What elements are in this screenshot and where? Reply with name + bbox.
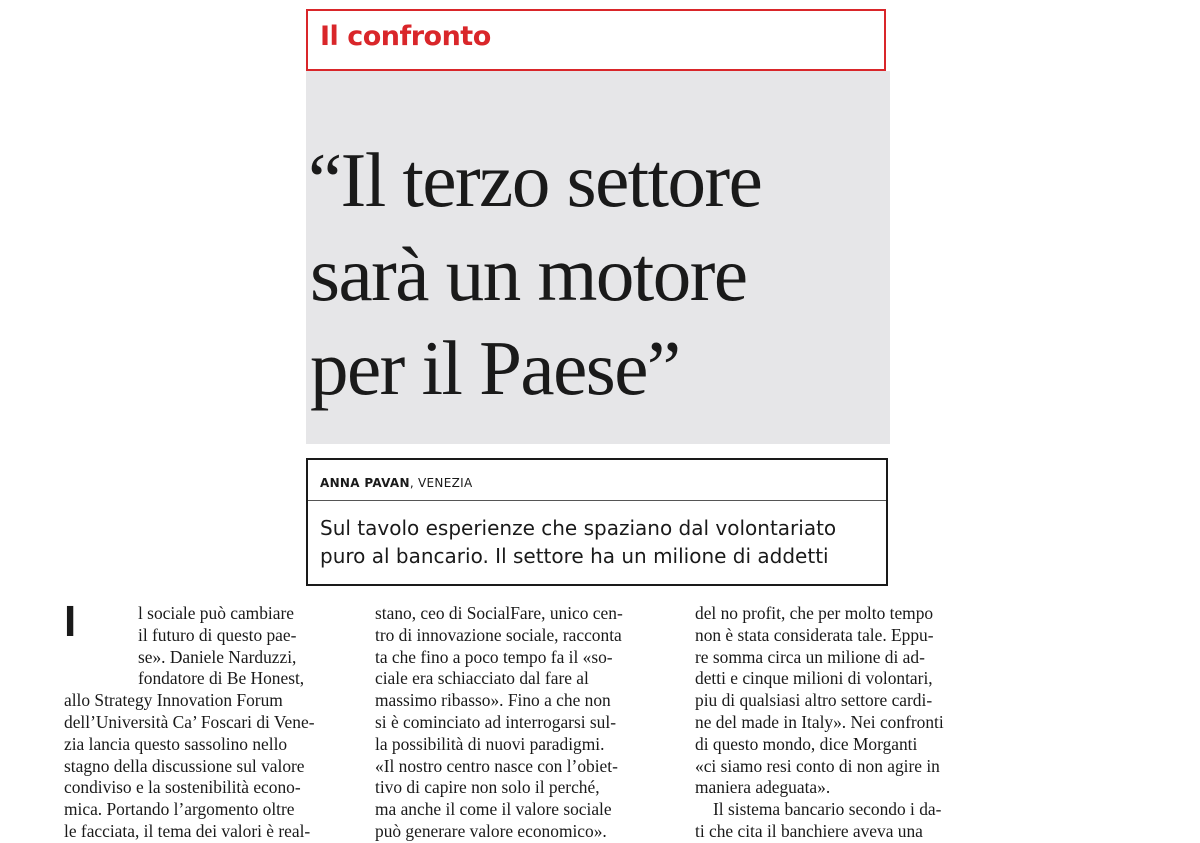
body-line: ma anche il come il valore sociale — [375, 799, 612, 820]
subheadline-line-2: puro al bancario. Il settore ha un milione di addetti — [320, 544, 829, 568]
body-line: ne del made in Italy». Nei confronti — [695, 711, 944, 732]
byline-box — [306, 458, 888, 586]
body-line: maniera adeguata». — [695, 777, 831, 798]
body-line: tro di innovazione sociale, racconta — [375, 624, 622, 645]
body-line: zia lancia questo sassolino nello — [64, 733, 288, 754]
byline — [320, 476, 472, 490]
body-line: non è stata considerata tale. Eppu- — [695, 624, 934, 645]
headline-line-2: sarà un motore — [310, 231, 747, 317]
body-line: ta che fino a poco tempo fa il «so- — [375, 646, 613, 667]
body-line: mica. Portando l’argomento oltre — [64, 799, 295, 820]
kicker-label: Il confronto — [320, 21, 491, 52]
byline-author: ANNA PAVAN — [320, 476, 410, 490]
body-line: fondatore di Be Honest, — [138, 668, 305, 689]
byline-location: , VENEZIA — [409, 476, 473, 490]
body-line: detti e cinque milioni di volontari, — [695, 668, 933, 689]
body-line: «Il nostro centro nasce con l’obiet- — [375, 755, 618, 776]
body-line: condiviso e la sostenibilità econo- — [64, 777, 301, 798]
body-line: stagno della discussione sul valore — [64, 755, 305, 776]
headline-line-1: “Il terzo settore — [308, 137, 762, 223]
body-line: Il sistema bancario secondo i da- — [713, 799, 942, 820]
byline-divider — [308, 500, 886, 501]
body-line: re somma circa un milione di ad- — [695, 646, 925, 667]
kicker-box — [306, 9, 886, 71]
body-line: dell’Università Ca’ Foscari di Vene- — [64, 711, 315, 732]
body-column-2 — [375, 603, 665, 843]
body-line: stano, ceo di SocialFare, unico cen- — [375, 603, 623, 623]
body-line: di questo mondo, dice Morganti — [695, 733, 918, 754]
body-line: il futuro di questo pae- — [138, 624, 297, 645]
body-line: massimo ribasso». Fino a che non — [375, 690, 611, 711]
subheadline-line-1: Sul tavolo esperienze che spaziano dal volontariato — [320, 516, 837, 540]
body-line: le facciata, il tema dei valori è real- — [64, 820, 311, 841]
headline-panel — [306, 71, 890, 444]
body-column-3 — [695, 603, 980, 843]
body-line: la possibilità di nuovi paradigmi. — [375, 733, 605, 754]
body-line: del no profit, che per molto tempo — [695, 603, 934, 623]
body-line: ti che cita il banchiere aveva una — [695, 820, 923, 841]
body-line: tivo di capire non solo il perché, — [375, 777, 600, 798]
subheadline — [320, 514, 880, 570]
body-line: l sociale può cambiare — [138, 603, 294, 623]
body-line: si è cominciato ad interrogarsi sul- — [375, 711, 616, 732]
body-column-1 — [64, 603, 344, 843]
body-line: «ci siamo resi conto di non agire in — [695, 755, 940, 776]
drop-cap: I — [64, 597, 77, 646]
body-line: se». Daniele Narduzzi, — [138, 646, 297, 667]
headline-line-3: per il Paese” — [310, 325, 680, 411]
body-line: piu di qualsiasi altro settore cardi- — [695, 690, 933, 711]
body-line: allo Strategy Innovation Forum — [64, 690, 283, 711]
body-line: può generare valore economico». — [375, 820, 607, 841]
headline — [306, 133, 890, 415]
body-line: ciale era schiacciato dal fare al — [375, 668, 589, 689]
